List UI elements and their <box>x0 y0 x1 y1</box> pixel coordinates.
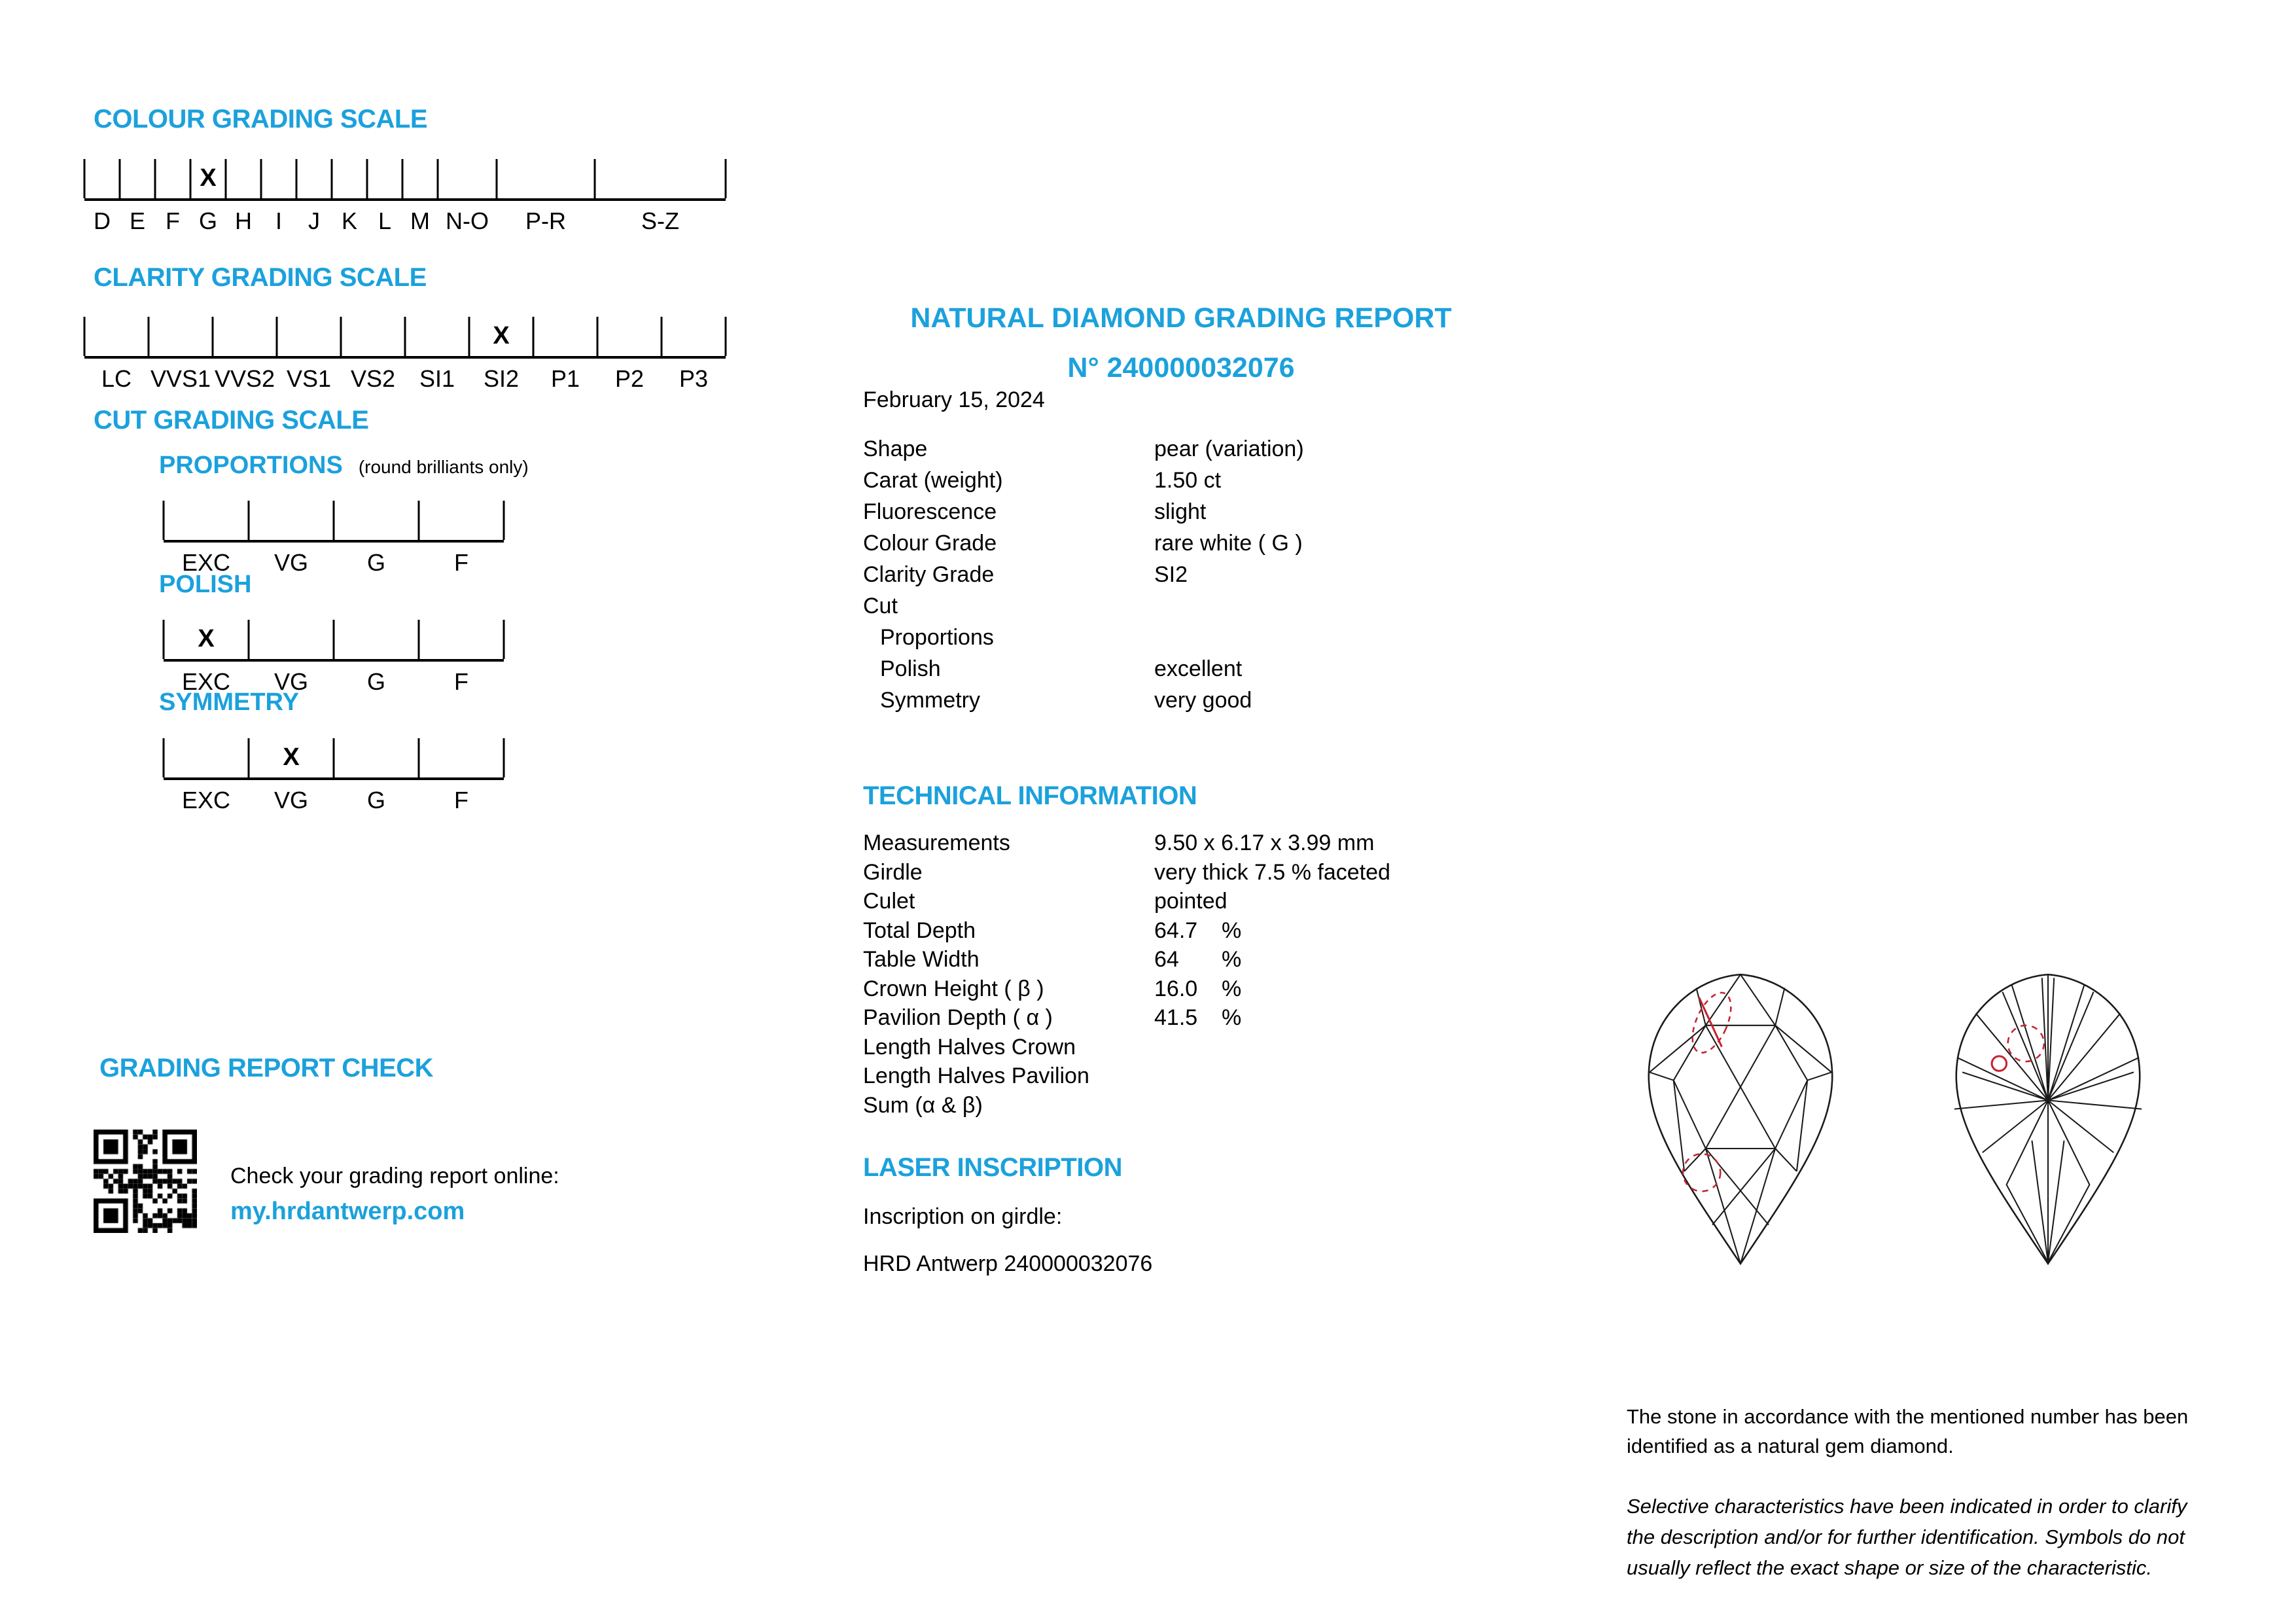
tech-row <box>863 1033 1390 1062</box>
tech-label: Sum (α & β) <box>863 1092 983 1118</box>
field-row <box>863 622 1304 653</box>
scale-bar <box>84 159 726 201</box>
field-value: slight <box>1154 499 1207 524</box>
scale-label: VVS1 <box>150 365 211 392</box>
scale-label: P-R <box>525 207 566 234</box>
symmetry-scale <box>164 738 504 814</box>
scale-label: K <box>341 207 358 234</box>
identification-text: The stone in accordance with the mentioned number has been identified as a natural gem diamond. <box>1627 1405 2189 1457</box>
laser-caption: Inscription on girdle: <box>863 1204 1063 1229</box>
scale-tick <box>661 317 663 356</box>
scale-label: EXC <box>181 668 231 695</box>
polish-scale <box>164 620 504 696</box>
grading-report-link[interactable]: my.hrdantwerp.com <box>230 1198 465 1225</box>
scale-tick <box>276 317 278 356</box>
scale-tick <box>340 317 342 356</box>
scale-tick <box>404 317 406 356</box>
scale-tick <box>84 317 86 356</box>
scale-label: L <box>378 207 392 234</box>
tech-row <box>863 945 1390 974</box>
tech-row <box>863 858 1390 887</box>
field-value: rare white ( G ) <box>1154 531 1303 556</box>
proportions-scale <box>164 501 504 577</box>
field-row <box>863 527 1304 559</box>
report-fields <box>863 433 1304 716</box>
field-value: excellent <box>1154 656 1243 681</box>
proportions-title <box>159 452 529 480</box>
scale-tick <box>84 159 86 198</box>
scale-label: F <box>166 207 180 234</box>
scale-label: EXC <box>181 787 231 813</box>
scale-tick <box>366 159 368 198</box>
tech-label: Length Halves Crown <box>863 1034 1076 1060</box>
tech-label: Total Depth <box>863 918 976 943</box>
field-label: Clarity Grade <box>863 562 995 587</box>
colour-scale-title: COLOUR GRADING SCALE <box>94 105 427 134</box>
polish-title: POLISH <box>159 571 252 598</box>
field-label: Fluorescence <box>863 499 997 524</box>
field-value: SI2 <box>1154 562 1188 587</box>
tech-value: 64.7 <box>1154 918 1198 943</box>
field-row <box>863 496 1304 527</box>
proportions-title-text: PROPORTIONS <box>159 452 343 479</box>
tech-unit: % <box>1222 918 1242 943</box>
tech-row <box>863 974 1390 1004</box>
tech-unit: % <box>1222 947 1242 972</box>
laser-inscription-title: LASER INSCRIPTION <box>863 1153 1122 1182</box>
pavilion-view-diagram <box>1947 972 2149 1266</box>
scale-label: P3 <box>679 365 709 392</box>
scale-tick <box>331 159 333 198</box>
scale-tick <box>248 620 250 659</box>
scale-tick <box>119 159 121 198</box>
scale-mark: X <box>283 743 300 771</box>
scale-label: M <box>410 207 430 234</box>
inclusion-feather-mark <box>1699 997 1722 1047</box>
scale-mark: X <box>200 164 217 192</box>
scale-tick <box>148 317 150 356</box>
scale-label: VS2 <box>350 365 396 392</box>
tech-value: very thick 7.5 % faceted <box>1154 859 1390 885</box>
report-title: NATURAL DIAMOND GRADING REPORT <box>910 302 1452 334</box>
tech-label: Table Width <box>863 947 980 972</box>
scale-tick <box>503 620 505 659</box>
scale-labels <box>164 780 504 814</box>
tech-unit: % <box>1222 976 1242 1001</box>
tech-row <box>863 887 1390 916</box>
scale-labels <box>84 201 726 235</box>
disclaimer-text: Selective characteristics have been indicated in order to clarify the description and/or for further identification. Symbols do not usually reflect the exact shape or size of the characteristic. <box>1627 1495 2187 1579</box>
tech-label: Length Halves Pavilion <box>863 1063 1089 1088</box>
clarity-grading-scale <box>84 317 726 393</box>
tech-row <box>863 829 1390 858</box>
tech-label: Culet <box>863 889 915 914</box>
inclusion-crystal-mark <box>1992 1056 2007 1071</box>
scale-label: J <box>308 207 320 234</box>
scale-tick <box>418 501 420 540</box>
scale-label: VS1 <box>286 365 332 392</box>
scale-tick <box>725 317 727 356</box>
scale-label: G <box>366 668 386 695</box>
tech-label: Crown Height ( β ) <box>863 976 1044 1001</box>
scale-label: VG <box>274 668 309 695</box>
scale-tick <box>333 738 335 777</box>
scale-label: SI2 <box>483 365 520 392</box>
scale-tick <box>248 738 250 777</box>
tech-unit: % <box>1222 1005 1242 1030</box>
scale-label: F <box>454 787 468 813</box>
grading-report-check-title: GRADING REPORT CHECK <box>99 1054 434 1082</box>
field-value: pear (variation) <box>1154 437 1304 461</box>
scale-label: P1 <box>550 365 580 392</box>
field-label: Polish <box>880 656 941 681</box>
field-label: Cut <box>863 594 898 618</box>
scale-tick <box>333 620 335 659</box>
scale-tick <box>597 317 599 356</box>
field-value: 1.50 ct <box>1154 468 1222 493</box>
scale-label: F <box>454 668 468 695</box>
scale-tick <box>212 317 214 356</box>
tech-row <box>863 1091 1390 1120</box>
cut-scale-title: CUT GRADING SCALE <box>94 406 369 435</box>
tech-row <box>863 1003 1390 1033</box>
field-row <box>863 685 1304 716</box>
scale-label: EXC <box>181 549 231 576</box>
scale-mark: X <box>493 322 510 349</box>
scale-tick <box>333 501 335 540</box>
scale-bar <box>84 317 726 359</box>
scale-tick <box>496 159 498 198</box>
scale-labels <box>84 359 726 393</box>
tech-row <box>863 916 1390 946</box>
scale-label: VVS2 <box>214 365 275 392</box>
tech-value: 64 <box>1154 947 1179 972</box>
field-label: Shape <box>863 437 928 461</box>
scale-bar <box>164 620 504 662</box>
scale-label: N-O <box>446 207 489 234</box>
scale-tick <box>163 501 165 540</box>
report-number: N° 240000032076 <box>1067 352 1295 383</box>
colour-grading-scale <box>84 159 726 235</box>
scale-tick <box>503 738 505 777</box>
scale-label: G <box>366 787 386 813</box>
scale-label: D <box>94 207 111 234</box>
scale-tick <box>437 159 439 198</box>
crown-view-diagram <box>1639 972 1842 1266</box>
scale-label: LC <box>101 365 132 392</box>
laser-inscription-text: HRD Antwerp 240000032076 <box>863 1251 1153 1276</box>
scale-label: G <box>198 207 218 234</box>
scale-tick <box>190 159 192 198</box>
scale-label: S-Z <box>641 207 679 234</box>
field-row <box>863 653 1304 685</box>
field-row <box>863 433 1304 465</box>
tech-label: Girdle <box>863 859 923 885</box>
scale-label: H <box>235 207 252 234</box>
scale-tick <box>296 159 298 198</box>
field-label: Symmetry <box>880 688 980 713</box>
tech-label: Measurements <box>863 830 1010 855</box>
scale-label: E <box>129 207 146 234</box>
scale-label: I <box>275 207 283 234</box>
field-row <box>863 590 1304 622</box>
scale-bar <box>164 738 504 780</box>
technical-rows <box>863 829 1390 1120</box>
scale-tick <box>402 159 404 198</box>
scale-label: P2 <box>614 365 645 392</box>
field-label: Colour Grade <box>863 531 997 556</box>
scale-label: VG <box>274 787 309 813</box>
scale-tick <box>225 159 227 198</box>
tech-value: 9.50 x 6.17 x 3.99 mm <box>1154 830 1375 855</box>
round-brilliants-note: (round brilliants only) <box>358 457 529 477</box>
scale-tick <box>418 620 420 659</box>
qr-code <box>94 1130 197 1233</box>
scale-label: F <box>454 549 468 576</box>
scale-tick <box>163 738 165 777</box>
tech-value: pointed <box>1154 889 1227 914</box>
scale-tick <box>503 501 505 540</box>
scale-tick <box>248 501 250 540</box>
tech-value: 16.0 <box>1154 976 1198 1001</box>
field-value: very good <box>1154 688 1252 713</box>
field-row <box>863 465 1304 496</box>
scale-tick <box>260 159 262 198</box>
scale-label: SI1 <box>419 365 455 392</box>
field-label: Carat (weight) <box>863 468 1003 493</box>
tech-value: 41.5 <box>1154 1005 1198 1030</box>
scale-tick <box>533 317 535 356</box>
field-label: Proportions <box>880 625 994 650</box>
scale-label: G <box>366 549 386 576</box>
check-online-text: Check your grading report online: <box>230 1164 559 1188</box>
clarity-scale-title: CLARITY GRADING SCALE <box>94 263 427 292</box>
scale-tick <box>418 738 420 777</box>
scale-tick <box>594 159 596 198</box>
scale-label: VG <box>274 549 309 576</box>
report-date: February 15, 2024 <box>863 387 1045 412</box>
scale-mark: X <box>198 625 215 652</box>
scale-tick <box>725 159 727 198</box>
tech-row <box>863 1061 1390 1091</box>
technical-information-title: TECHNICAL INFORMATION <box>863 781 1197 810</box>
field-row <box>863 559 1304 590</box>
scale-bar <box>164 501 504 543</box>
tech-label: Pavilion Depth ( α ) <box>863 1005 1053 1030</box>
symmetry-title: SYMMETRY <box>159 688 299 716</box>
scale-tick <box>163 620 165 659</box>
scale-tick <box>468 317 470 356</box>
scale-tick <box>154 159 156 198</box>
